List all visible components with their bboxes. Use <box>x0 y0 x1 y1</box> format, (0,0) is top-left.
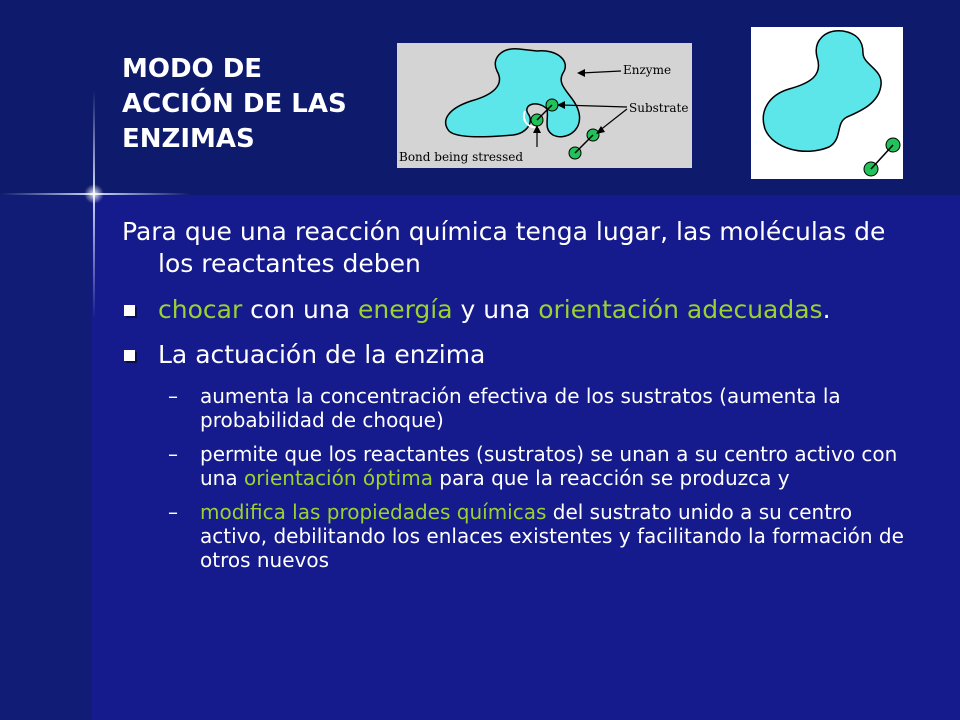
slide-body <box>122 216 922 582</box>
text-period: . <box>822 295 831 324</box>
title-line-2: ACCIÓN DE LAS <box>122 89 347 119</box>
substrate-free-bond <box>575 135 593 153</box>
substrate-label: Substrate <box>629 101 689 115</box>
enzyme-arrow <box>581 71 621 73</box>
square-bullet-icon <box>124 305 135 316</box>
square-bullet-icon <box>124 350 135 361</box>
term-orientacion-optima: orientación óptima <box>243 466 433 490</box>
bond-label: Bond being stressed <box>399 150 524 164</box>
star-flare-vertical <box>93 90 95 320</box>
intro-paragraph: Para que una reacción química tenga lugar, las moléculas de los reactantes deben <box>122 217 886 278</box>
substrate-free-bond-2 <box>871 145 893 169</box>
dash-bullet-icon: – <box>168 442 178 466</box>
sub-point-properties <box>122 500 922 572</box>
term-propiedades-quimicas: modifica las propiedades químicas <box>200 500 547 524</box>
sub-point-orientation-text-1: permite que los reactantes (sustratos) se unan a su centro activo con una <box>200 442 898 490</box>
title-line-1: MODO DE <box>122 54 263 84</box>
bullet-enzyme-action-text: La actuación de la enzima <box>158 340 486 369</box>
sub-point-orientation-text-2: para que la reacción se produzca y <box>432 466 790 490</box>
enzyme-shape-free <box>763 31 881 152</box>
title-line-3: ENZIMAS <box>122 124 255 154</box>
left-band <box>0 195 92 720</box>
dash-bullet-icon: – <box>168 500 178 524</box>
sub-point-concentration <box>122 384 922 432</box>
bond-arrow-head <box>533 125 541 133</box>
term-energia: energía <box>357 295 453 324</box>
term-chocar: chocar <box>158 295 243 324</box>
dash-bullet-icon: – <box>168 384 178 408</box>
enzyme-substrate-diagram <box>397 43 692 168</box>
bullet-collision <box>122 294 922 326</box>
enzyme-arrow-head <box>577 69 585 77</box>
sub-point-concentration-text: aumenta la concentración efectiva de los sustratos (aumenta la probabilidad de choque) <box>200 384 841 432</box>
substrate-arrow-b <box>599 109 627 131</box>
sub-point-properties-text: del sustrato unido a su centro activo, debilitando los enlaces existentes y facilitando la formación de otros nuevos <box>200 500 904 572</box>
enzyme-label: Enzyme <box>623 63 672 77</box>
sub-point-orientation <box>122 442 922 490</box>
text-y-una: y una <box>452 295 539 324</box>
star-flare-glow <box>84 184 104 204</box>
slide-title <box>122 52 392 157</box>
enzyme-free-diagram <box>751 27 903 179</box>
bullet-enzyme-action <box>122 339 922 371</box>
text-con-una: con una <box>242 295 358 324</box>
term-orientacion: orientación adecuadas <box>538 295 823 324</box>
enzyme-shape <box>446 49 580 137</box>
